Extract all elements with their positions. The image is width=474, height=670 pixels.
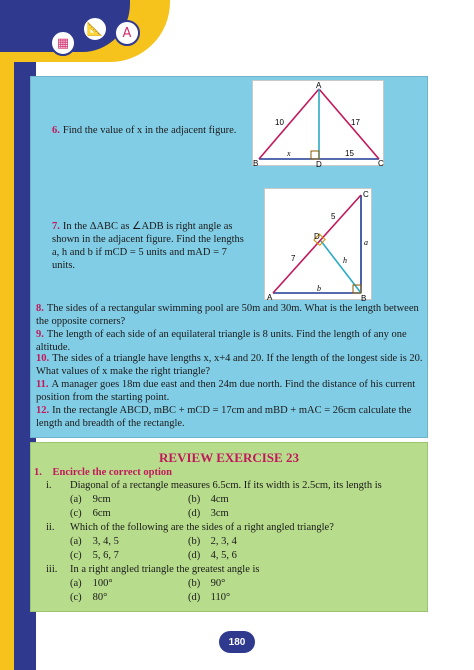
- option-i-a: (a) 9cm: [70, 494, 111, 505]
- question-8: [36, 302, 424, 328]
- fig2-label-d: D: [314, 232, 320, 241]
- letters-icon: A: [114, 20, 140, 46]
- question-7: [52, 220, 248, 272]
- fig2-side-b: b: [317, 284, 321, 293]
- review-item-ii-roman: ii.: [46, 522, 55, 533]
- fig2-label-c: C: [363, 190, 369, 199]
- question-8-text: The sides of a rectangular swimming pool are 50m and 30m. What is the length between the opposite corners?: [36, 303, 419, 327]
- fig2-side-7: 7: [291, 254, 296, 263]
- question-10: [36, 352, 424, 378]
- question-10-number: 10.: [36, 353, 50, 364]
- fig2-side-5: 5: [331, 212, 336, 221]
- review-item-ii: [46, 521, 424, 534]
- fig2-label-b: B: [361, 294, 367, 301]
- fig1-label-c: C: [378, 159, 384, 167]
- fig1-side-ab: 10: [275, 118, 284, 127]
- fig2-side-a: a: [364, 238, 368, 247]
- review-item-i-roman: i.: [46, 480, 52, 491]
- figure-triangle-1: [252, 80, 384, 166]
- question-11-text: A manager goes 18m due east and then 24m due north. Find the distance of his current position from the starting point.: [36, 379, 416, 403]
- figure-triangle-2: [264, 188, 372, 300]
- review-item-i-text: Diagonal of a rectangle measures 6.5cm. If its width is 2.5cm, its length is: [70, 480, 382, 491]
- question-12: [36, 404, 424, 430]
- calculator-icon: ▦: [50, 30, 76, 56]
- question-12-number: 12.: [36, 405, 50, 416]
- question-6-text: Find the value of x in the adjacent figure.: [62, 125, 237, 136]
- ruler-icon: 📐: [82, 16, 108, 42]
- fig1-label-d: D: [316, 160, 322, 167]
- question-8-number: 8.: [36, 303, 44, 314]
- page-number: 180: [219, 631, 255, 653]
- review-question-1-text: Encircle the correct option: [52, 467, 172, 478]
- review-item-i: [46, 479, 424, 492]
- option-ii-b: (b) 2, 3, 4: [188, 536, 237, 547]
- question-10-text: The sides of a triangle have lengths x, x+4 and 20. If the length of the longest side is 20. What values of x make the right triangle?: [36, 353, 423, 377]
- left-yellow-bar: [0, 0, 14, 670]
- fig2-label-h: h: [343, 256, 347, 265]
- question-9-number: 9.: [36, 329, 44, 340]
- fig1-label-b: B: [253, 159, 259, 167]
- fig2-label-a: A: [267, 293, 273, 301]
- question-9-text: The length of each side of an equilateral triangle is 8 units. Find the length of any one altitude.: [36, 329, 407, 353]
- review-item-iii-roman: iii.: [46, 564, 58, 575]
- fig1-side-ac: 17: [351, 118, 360, 127]
- option-ii-a: (a) 3, 4, 5: [70, 536, 119, 547]
- question-11-number: 11.: [36, 379, 49, 390]
- option-i-d: (d) 3cm: [188, 508, 229, 519]
- question-9: [36, 328, 424, 354]
- question-12-text: In the rectangle ABCD, mBC + mCD = 17cm and mBD + mAC = 26cm calculate the length and breadth of the rectangle.: [36, 405, 412, 429]
- option-i-c: (c) 6cm: [70, 508, 111, 519]
- option-iii-d: (d) 110°: [188, 592, 231, 603]
- question-11: [36, 378, 424, 404]
- question-7-number: 7.: [52, 221, 60, 232]
- option-i-b: (b) 4cm: [188, 494, 229, 505]
- review-item-iii: [46, 563, 424, 576]
- review-item-ii-text: Which of the following are the sides of a right angled triangle?: [70, 522, 334, 533]
- review-item-iii-text: In a right angled triangle the greatest angle is: [70, 564, 260, 575]
- review-question-1: [34, 467, 172, 478]
- question-6: [52, 124, 238, 137]
- option-iii-b: (b) 90°: [188, 578, 226, 589]
- option-iii-a: (a) 100°: [70, 578, 113, 589]
- review-question-1-number: 1.: [34, 467, 42, 478]
- question-7-text: In the ΔABC as ∠ADB is right angle as shown in the adjacent figure. Find the lengths a, h and b if mCD = 5 units and mAD = 7 units.: [52, 221, 244, 271]
- option-ii-d: (d) 4, 5, 6: [188, 550, 237, 561]
- option-ii-c: (c) 5, 6, 7: [70, 550, 119, 561]
- option-iii-c: (c) 80°: [70, 592, 108, 603]
- fig1-seg-dc: 15: [345, 149, 354, 158]
- fig1-label-a: A: [316, 81, 322, 90]
- fig1-seg-bd: x: [287, 149, 291, 158]
- review-title: REVIEW EXERCISE 23: [159, 450, 299, 465]
- question-6-number: 6.: [52, 125, 60, 136]
